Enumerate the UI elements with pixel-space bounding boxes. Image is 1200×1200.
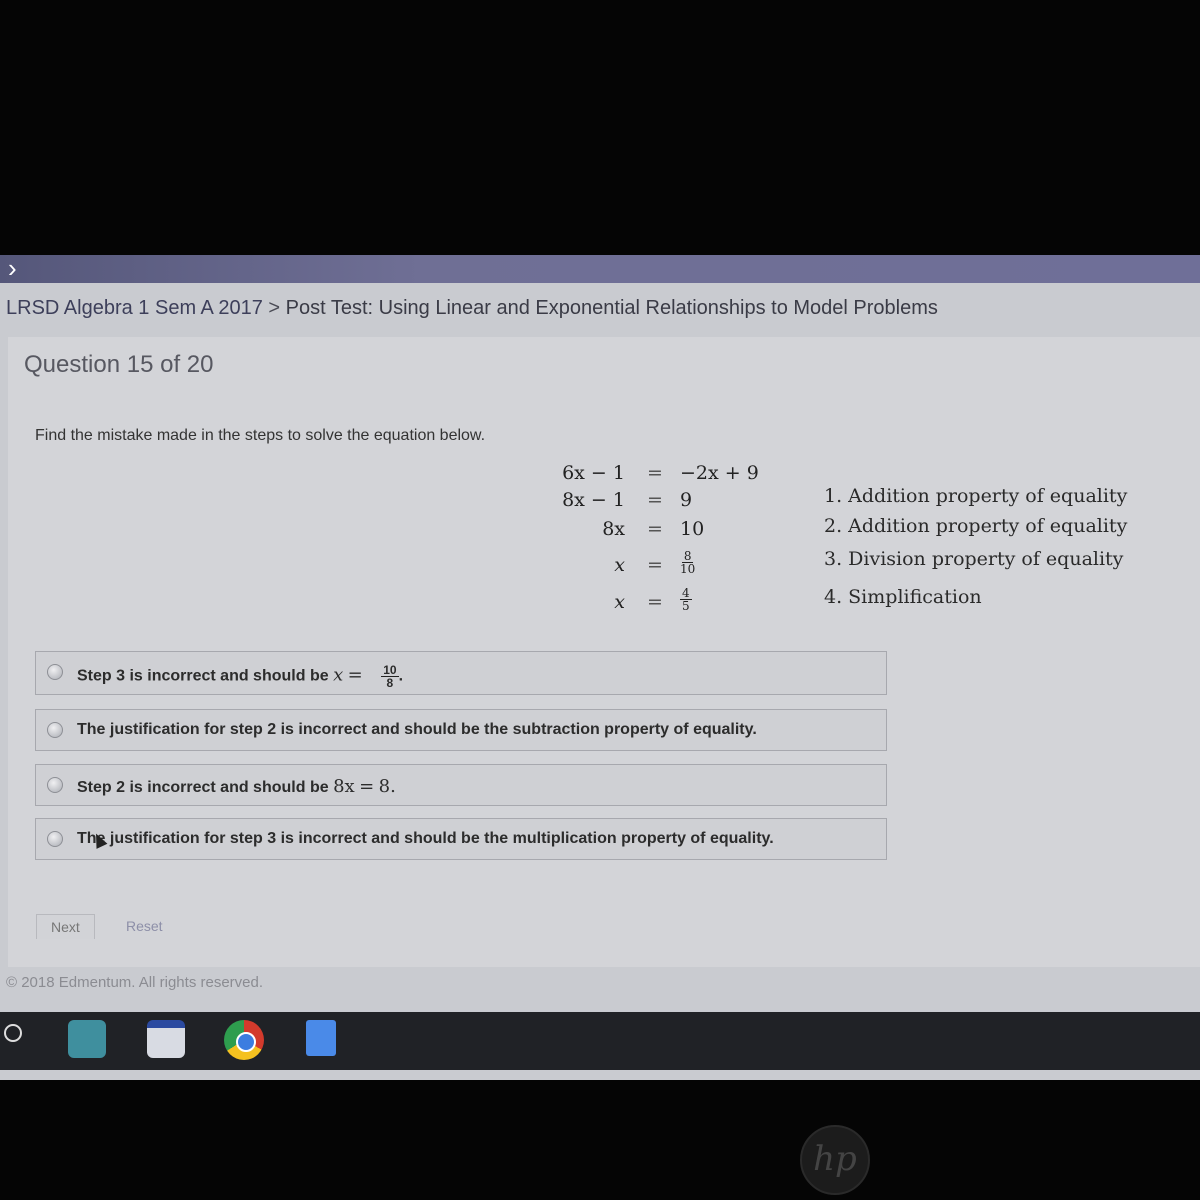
radio-button[interactable] [47, 831, 63, 847]
justification-1: 1. Addition property of equality [824, 485, 1128, 507]
option-equals: = [347, 664, 363, 686]
justification-2: 2. Addition property of equality [824, 515, 1128, 537]
fraction-numerator: 8 [683, 549, 692, 563]
radio-button[interactable] [47, 664, 63, 680]
pearson-app-icon[interactable] [147, 1020, 185, 1058]
equals-sign: = [647, 489, 663, 511]
hp-logo-icon: hp [800, 1125, 870, 1195]
equals-sign: = [647, 554, 663, 576]
radio-button[interactable] [47, 777, 63, 793]
breadcrumb-course-link[interactable]: LRSD Algebra 1 Sem A 2017 [6, 297, 263, 319]
equals-sign: = [647, 591, 663, 613]
next-button[interactable]: Next [36, 914, 95, 939]
answer-option-2[interactable] [35, 709, 887, 751]
breadcrumb-separator: > [268, 297, 281, 319]
radio-button[interactable] [47, 722, 63, 738]
equals-sign: = [647, 518, 663, 540]
chevron-icon[interactable]: › [8, 255, 17, 283]
option-text: Step 2 is incorrect and should be [77, 779, 329, 796]
chrome-icon[interactable] [224, 1020, 264, 1060]
top-strip [0, 255, 1200, 283]
answer-option-4[interactable] [35, 818, 887, 860]
option-period: . [398, 667, 404, 685]
launcher-icon[interactable] [4, 1024, 22, 1042]
question-counter: Question 15 of 20 [24, 351, 214, 378]
justification-4: 4. Simplification [824, 586, 982, 608]
option-fraction [381, 664, 398, 689]
copyright-footer: © 2018 Edmentum. All rights reserved. [6, 974, 264, 991]
option-expression: 8x [333, 776, 355, 797]
answer-option-3[interactable] [35, 764, 887, 806]
step-lhs: 8x − 1 [562, 489, 625, 511]
justification-3: 3. Division property of equality [824, 548, 1124, 570]
option-variable: x [333, 664, 344, 686]
answer-option-1[interactable] [35, 651, 887, 695]
chrome-center [236, 1032, 256, 1052]
step-lhs: 6x − 1 [562, 462, 625, 484]
option-label: The justification for step 2 is incorrect and should be the subtraction property of equality. [77, 721, 757, 738]
breadcrumb [6, 297, 938, 320]
step-fraction [680, 550, 695, 575]
step-lhs: x [614, 554, 625, 576]
fraction-denominator: 8 [386, 676, 394, 690]
option-label [77, 776, 396, 797]
equals-sign: = [647, 462, 663, 484]
breadcrumb-test-title: Post Test: Using Linear and Exponential Relationships to Model Problems [285, 297, 938, 319]
option-equals: = [359, 776, 375, 797]
option-value: 8. [378, 776, 396, 797]
fraction-denominator: 5 [682, 599, 690, 613]
fraction-denominator: 10 [680, 562, 696, 576]
step-rhs: 10 [680, 518, 705, 540]
step-lhs: x [614, 591, 625, 613]
cloud-app-icon[interactable] [68, 1020, 106, 1058]
option-text: Step 3 is incorrect and should be [77, 667, 329, 685]
step-rhs: 9 [680, 489, 693, 511]
question-instruction: Find the mistake made in the steps to solve the equation below. [35, 427, 486, 444]
step-fraction [680, 587, 692, 612]
fraction-numerator: 4 [682, 586, 690, 600]
equation-step-5 [0, 586, 1200, 621]
reset-button[interactable]: Reset [126, 918, 163, 934]
option-label: The justification for step 3 is incorrect and should be the multiplication property of equality. [77, 830, 774, 847]
docs-icon[interactable] [306, 1020, 336, 1056]
step-lhs: 8x [602, 518, 625, 540]
fraction-numerator: 10 [383, 663, 397, 677]
step-rhs: −2x + 9 [680, 462, 759, 484]
option-label [77, 664, 403, 689]
